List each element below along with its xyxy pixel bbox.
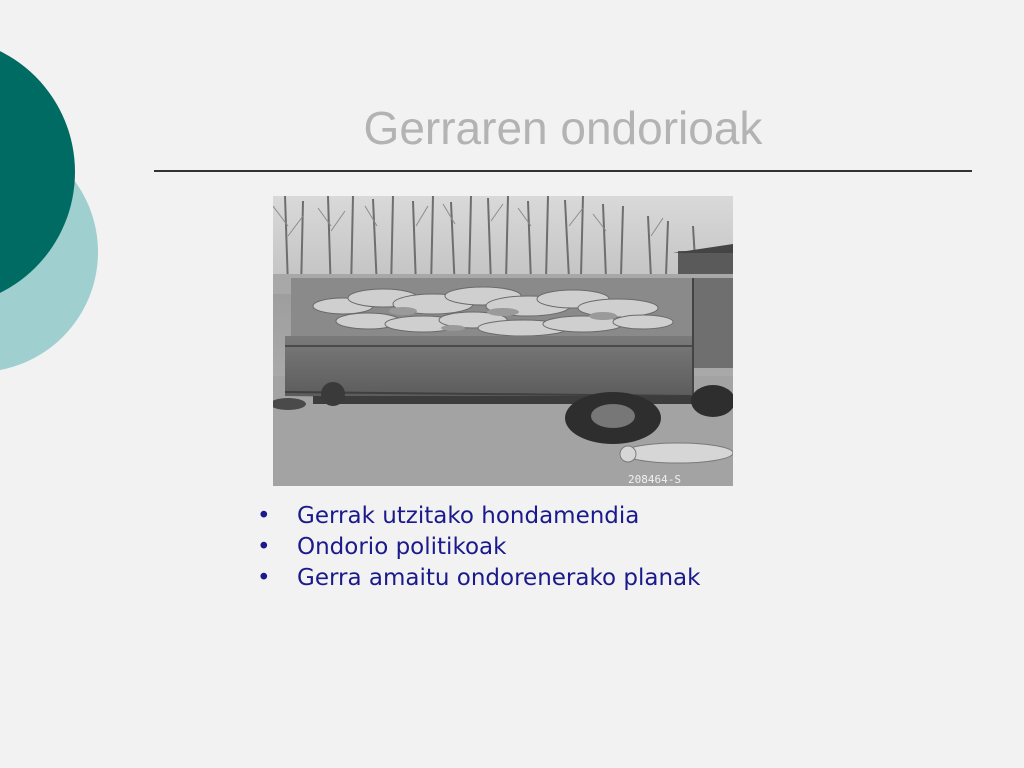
list-item xyxy=(257,563,700,594)
photo-icon xyxy=(273,196,733,486)
photo-image xyxy=(273,196,733,486)
list-item xyxy=(257,532,700,563)
circles-decoration-icon xyxy=(0,0,110,420)
bullet-icon: • xyxy=(257,503,271,529)
slide-title: Gerraren ondorioak xyxy=(363,102,763,154)
bullet-icon: • xyxy=(257,534,271,560)
bullet-list xyxy=(257,501,700,594)
photo-number: 208464-S xyxy=(628,473,681,486)
bullet-text: Gerra amaitu ondorenerako planak xyxy=(297,565,701,591)
bullet-text: Gerrak utzitako hondamendia xyxy=(297,503,640,529)
bullet-icon: • xyxy=(257,565,271,591)
list-item xyxy=(257,501,700,532)
bullet-text: Ondorio politikoak xyxy=(297,534,507,560)
title-divider xyxy=(154,170,972,172)
